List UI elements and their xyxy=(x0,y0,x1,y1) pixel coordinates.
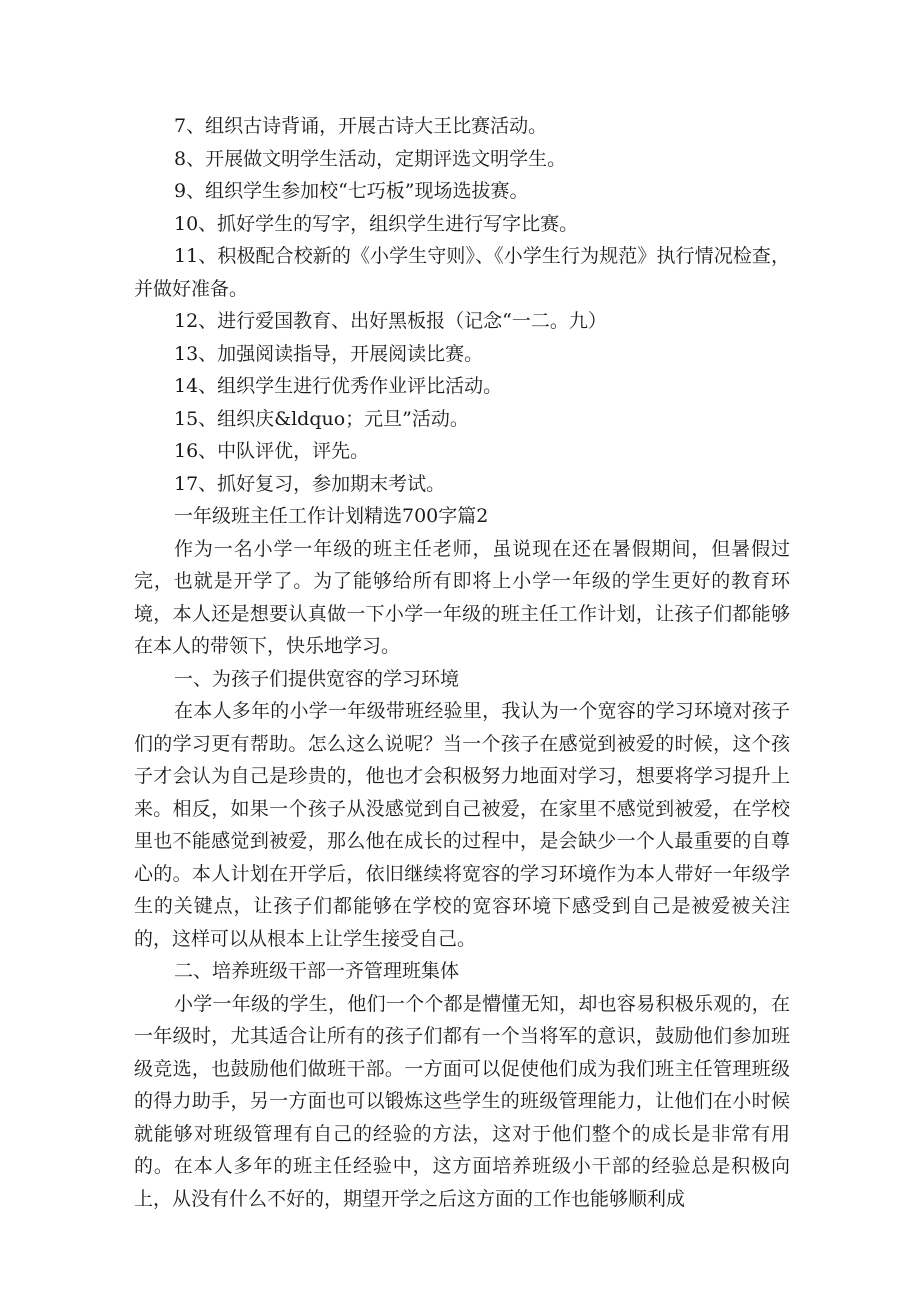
list-item: 10、抓好学生的写字，组织学生进行写字比赛。 xyxy=(174,212,579,235)
list-item: 12、进行爱国教育、出好黑板报（记念“一二。九） xyxy=(174,310,607,332)
list-item: 11、积极配合校新的《小学生守则》、《小学生行为规范》执行情况检查，并做好准备。 xyxy=(134,245,790,300)
list-item: 9、组织学生参加校“七巧板”现场选拔赛。 xyxy=(174,180,529,202)
list-item: 8、开展做文明学生活动，定期评选文明学生。 xyxy=(174,147,567,170)
section-heading-2: 二、培养班级干部一齐管理班集体 xyxy=(174,960,460,982)
list-item: 16、中队评优，评先。 xyxy=(174,440,370,462)
document-body xyxy=(134,110,790,1215)
section-heading-1: 一、为孩子们提供宽容的学习环境 xyxy=(174,667,460,690)
body-paragraph-1: 在本人多年的小学一年级带班经验里，我认为一个宽容的学习环境对孩子们的学习更有帮助。怎么这么说呢？当一个孩子在感觉到被爱的时候，这个孩子才会认为自己是珍贵的，他也才会积极努力地面对学习，想要将学习提升上来。相反，如果一个孩子从没感觉到自己被爱，在家里不感觉到被爱，在学校里也不能感觉到被爱，那么他在成长的过程中，是会缺少一个人最重要的自尊心的。本人计划在开学后，依旧继续将宽容的学习环境作为本人带好一年级学生的关键点，让孩子们都能够在学校的宽容环境下感受到自己是被爱被关注的，这样可以从根本上让学生接受自己。 xyxy=(134,700,790,950)
section-title: 一年级班主任工作计划精选700字篇2 xyxy=(174,505,489,527)
list-item: 7、组织古诗背诵，开展古诗大王比赛活动。 xyxy=(174,115,548,137)
list-item: 15、组织庆&ldquo；元旦”活动。 xyxy=(174,407,469,430)
body-paragraph-2: 小学一年级的学生，他们一个个都是懵懂无知，却也容易积极乐观的，在一年级时，尤其适合让所有的孩子们都有一个当将军的意识，鼓励他们参加班级竞选，也鼓励他们做班干部。一方面可以促使他们成为我们班主任管理班级的得力助手，另一方面也可以锻炼这些学生的班级管理能力，让他们在小时候就能够对班级管理有自己的经验的方法，这对于他们整个的成长是非常有用的。在本人多年的班主任经验中，这方面培养班级小干部的经验总是积极向上，从没有什么不好的，期望开学之后这方面的工作也能够顺利成 xyxy=(134,992,790,1210)
list-item: 17、抓好复习，参加期末考试。 xyxy=(174,472,446,495)
list-item: 13、加强阅读指导，开展阅读比赛。 xyxy=(174,342,484,365)
list-item: 14、组织学生进行优秀作业评比活动。 xyxy=(174,375,503,397)
intro-paragraph: 作为一名小学一年级的班主任老师，虽说现在还在暑假期间，但暑假过完，也就是开学了。为了能够给所有即将上小学一年级的学生更好的教育环境，本人还是想要认真做一下小学一年级的班主任工作计划，让孩子们都能够在本人的带领下，快乐地学习。 xyxy=(134,537,790,657)
